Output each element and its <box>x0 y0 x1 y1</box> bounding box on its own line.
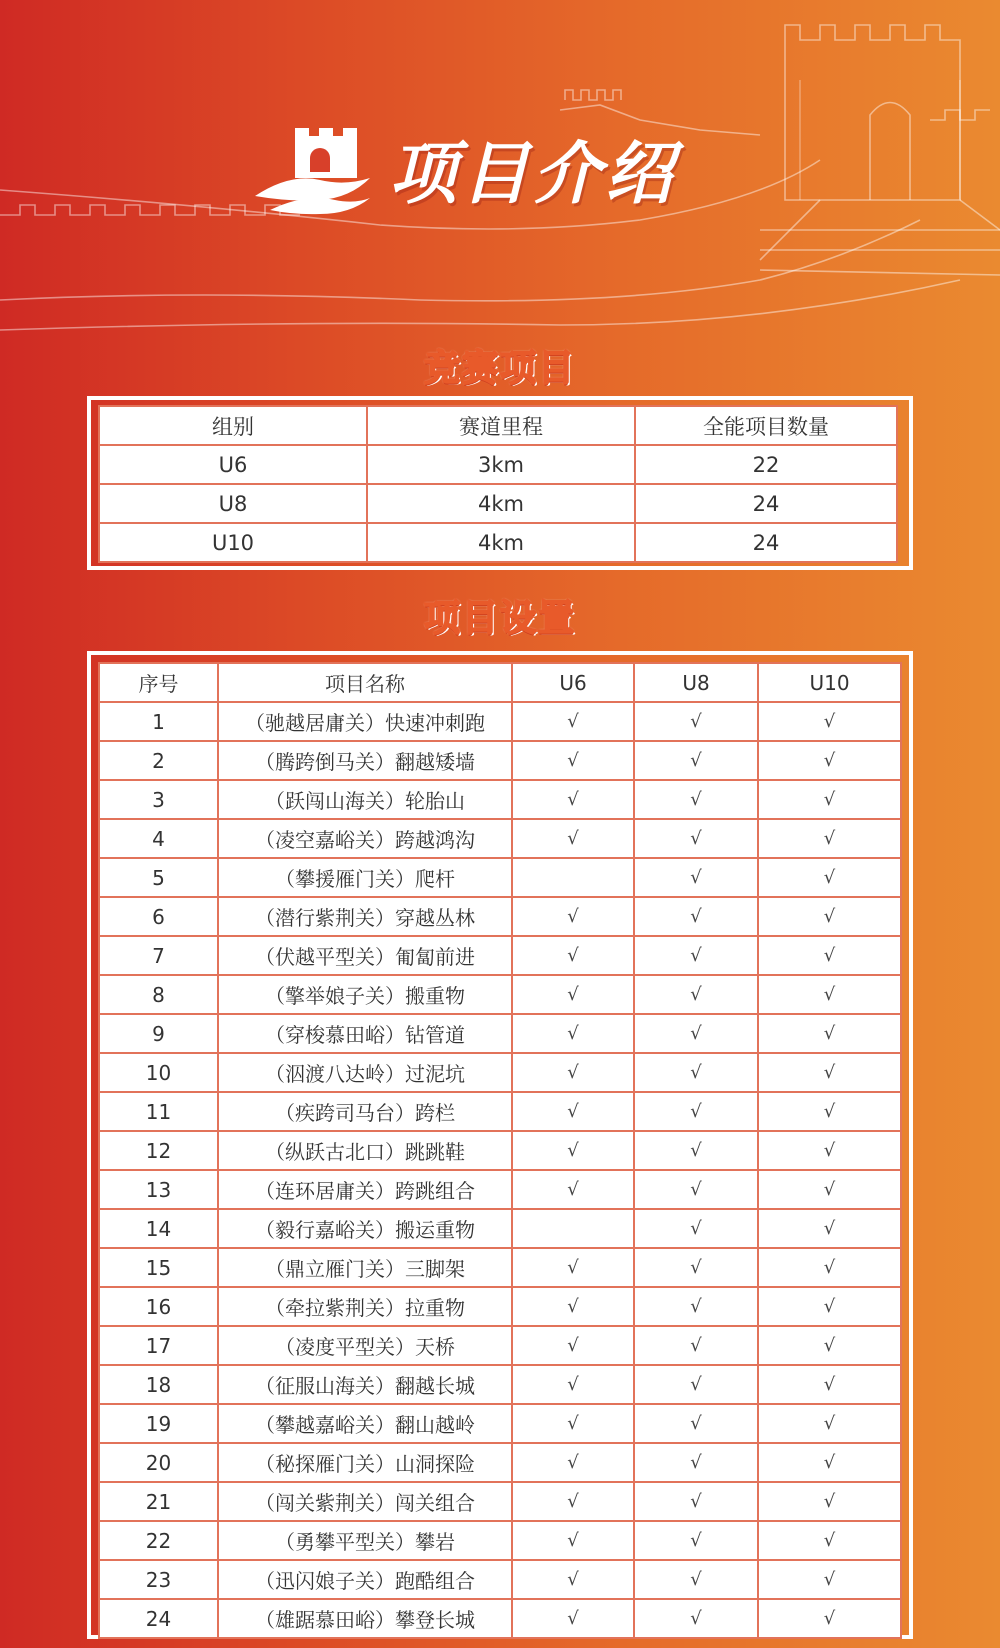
number-cell: 2 <box>99 741 218 780</box>
u10-check-cell: √ <box>758 1092 901 1131</box>
settings-table <box>98 662 902 1639</box>
u6-check-cell <box>512 858 634 897</box>
group-cell: U10 <box>99 523 367 562</box>
table-row <box>99 1443 901 1482</box>
number-cell: 12 <box>99 1131 218 1170</box>
u6-check-cell: √ <box>512 1599 634 1638</box>
event-name-cell: （攀援雁门关）爬杆 <box>218 858 512 897</box>
number-cell: 14 <box>99 1209 218 1248</box>
event-name-cell: （凌空嘉峪关）跨越鸿沟 <box>218 819 512 858</box>
table-row <box>99 897 901 936</box>
table-row <box>99 484 897 523</box>
u10-check-cell: √ <box>758 1209 901 1248</box>
table-row <box>99 1170 901 1209</box>
number-cell: 5 <box>99 858 218 897</box>
u8-check-cell: √ <box>634 1248 758 1287</box>
number-cell: 24 <box>99 1599 218 1638</box>
number-cell: 9 <box>99 1014 218 1053</box>
column-header-group: 组别 <box>99 406 367 445</box>
u6-check-cell: √ <box>512 897 634 936</box>
castle-wave-logo-icon <box>250 118 385 218</box>
u8-check-cell: √ <box>634 1170 758 1209</box>
u10-check-cell: √ <box>758 936 901 975</box>
number-cell: 17 <box>99 1326 218 1365</box>
u6-check-cell: √ <box>512 975 634 1014</box>
column-header-distance: 赛道里程 <box>367 406 635 445</box>
u8-check-cell: √ <box>634 1131 758 1170</box>
u8-check-cell: √ <box>634 702 758 741</box>
u6-check-cell: √ <box>512 1053 634 1092</box>
column-header-u8: U8 <box>634 663 758 702</box>
u8-check-cell: √ <box>634 858 758 897</box>
event-name-cell: （纵跃古北口）跳跳鞋 <box>218 1131 512 1170</box>
event-name-cell: （跃闯山海关）轮胎山 <box>218 780 512 819</box>
event-name-cell: （雄踞慕田峪）攀登长城 <box>218 1599 512 1638</box>
competition-table <box>98 405 898 563</box>
u6-check-cell: √ <box>512 1365 634 1404</box>
number-cell: 8 <box>99 975 218 1014</box>
event-name-cell: （擎举娘子关）搬重物 <box>218 975 512 1014</box>
u6-check-cell: √ <box>512 1560 634 1599</box>
u8-check-cell: √ <box>634 1326 758 1365</box>
event-name-cell: （攀越嘉峪关）翻山越岭 <box>218 1404 512 1443</box>
table-row <box>99 1248 901 1287</box>
u6-check-cell: √ <box>512 1170 634 1209</box>
u6-check-cell <box>512 1209 634 1248</box>
event-count-cell: 24 <box>635 523 897 562</box>
u6-check-cell: √ <box>512 1131 634 1170</box>
u6-check-cell: √ <box>512 1326 634 1365</box>
u8-check-cell: √ <box>634 1014 758 1053</box>
column-header-u10: U10 <box>758 663 901 702</box>
u8-check-cell: √ <box>634 1365 758 1404</box>
table-row <box>99 1560 901 1599</box>
number-cell: 13 <box>99 1170 218 1209</box>
table-header-row <box>99 406 897 445</box>
event-name-cell: （毅行嘉峪关）搬运重物 <box>218 1209 512 1248</box>
event-count-cell: 24 <box>635 484 897 523</box>
event-name-cell: （闯关紫荆关）闯关组合 <box>218 1482 512 1521</box>
u8-check-cell: √ <box>634 1521 758 1560</box>
u10-check-cell: √ <box>758 1014 901 1053</box>
number-cell: 10 <box>99 1053 218 1092</box>
u6-check-cell: √ <box>512 1014 634 1053</box>
u8-check-cell: √ <box>634 780 758 819</box>
number-cell: 3 <box>99 780 218 819</box>
u8-check-cell: √ <box>634 1482 758 1521</box>
distance-cell: 4km <box>367 523 635 562</box>
number-cell: 7 <box>99 936 218 975</box>
u6-check-cell: √ <box>512 1443 634 1482</box>
table-row <box>99 858 901 897</box>
u6-check-cell: √ <box>512 1092 634 1131</box>
u6-check-cell: √ <box>512 1248 634 1287</box>
column-header-number: 序号 <box>99 663 218 702</box>
table-row <box>99 1326 901 1365</box>
event-name-cell: （疾跨司马台）跨栏 <box>218 1092 512 1131</box>
u10-check-cell: √ <box>758 1131 901 1170</box>
number-cell: 6 <box>99 897 218 936</box>
u10-check-cell: √ <box>758 1053 901 1092</box>
u10-check-cell: √ <box>758 1287 901 1326</box>
table-row <box>99 1482 901 1521</box>
page-title: 项目介绍 <box>389 134 678 214</box>
event-name-cell: （鼎立雁门关）三脚架 <box>218 1248 512 1287</box>
u6-check-cell: √ <box>512 1521 634 1560</box>
table-row <box>99 523 897 562</box>
u6-check-cell: √ <box>512 741 634 780</box>
u10-check-cell: √ <box>758 975 901 1014</box>
number-cell: 23 <box>99 1560 218 1599</box>
event-name-cell: （泅渡八达岭）过泥坑 <box>218 1053 512 1092</box>
table-row <box>99 1404 901 1443</box>
event-name-cell: （腾跨倒马关）翻越矮墙 <box>218 741 512 780</box>
u8-check-cell: √ <box>634 1092 758 1131</box>
u6-check-cell: √ <box>512 780 634 819</box>
u10-check-cell: √ <box>758 741 901 780</box>
u8-check-cell: √ <box>634 741 758 780</box>
number-cell: 22 <box>99 1521 218 1560</box>
number-cell: 18 <box>99 1365 218 1404</box>
table-row <box>99 1521 901 1560</box>
u10-check-cell: √ <box>758 1170 901 1209</box>
page-header <box>250 118 677 218</box>
event-name-cell: （驰越居庸关）快速冲刺跑 <box>218 702 512 741</box>
u10-check-cell: √ <box>758 1443 901 1482</box>
group-cell: U6 <box>99 445 367 484</box>
column-header-event-name: 项目名称 <box>218 663 512 702</box>
number-cell: 11 <box>99 1092 218 1131</box>
u10-check-cell: √ <box>758 1326 901 1365</box>
competition-section-title: 竞赛项目 <box>423 348 576 389</box>
table-header-row <box>99 663 901 702</box>
u10-check-cell: √ <box>758 1560 901 1599</box>
u8-check-cell: √ <box>634 1287 758 1326</box>
u10-check-cell: √ <box>758 1521 901 1560</box>
table-row <box>99 741 901 780</box>
u8-check-cell: √ <box>634 1560 758 1599</box>
u10-check-cell: √ <box>758 702 901 741</box>
u8-check-cell: √ <box>634 1053 758 1092</box>
table-row <box>99 1053 901 1092</box>
group-cell: U8 <box>99 484 367 523</box>
event-name-cell: （连环居庸关）跨跳组合 <box>218 1170 512 1209</box>
u8-check-cell: √ <box>634 936 758 975</box>
u8-check-cell: √ <box>634 975 758 1014</box>
u8-check-cell: √ <box>634 897 758 936</box>
event-name-cell: （征服山海关）翻越长城 <box>218 1365 512 1404</box>
table-row <box>99 702 901 741</box>
u6-check-cell: √ <box>512 702 634 741</box>
u6-check-cell: √ <box>512 936 634 975</box>
u6-check-cell: √ <box>512 1404 634 1443</box>
event-name-cell: （迅闪娘子关）跑酷组合 <box>218 1560 512 1599</box>
u10-check-cell: √ <box>758 1365 901 1404</box>
table-row <box>99 1131 901 1170</box>
u10-check-cell: √ <box>758 819 901 858</box>
u10-check-cell: √ <box>758 897 901 936</box>
table-row <box>99 1014 901 1053</box>
event-count-cell: 22 <box>635 445 897 484</box>
u10-check-cell: √ <box>758 780 901 819</box>
number-cell: 19 <box>99 1404 218 1443</box>
event-name-cell: （凌度平型关）天桥 <box>218 1326 512 1365</box>
table-row <box>99 1599 901 1638</box>
event-name-cell: （牵拉紫荆关）拉重物 <box>218 1287 512 1326</box>
u8-check-cell: √ <box>634 819 758 858</box>
number-cell: 15 <box>99 1248 218 1287</box>
table-row <box>99 936 901 975</box>
u10-check-cell: √ <box>758 1482 901 1521</box>
table-row <box>99 1287 901 1326</box>
number-cell: 16 <box>99 1287 218 1326</box>
table-row <box>99 1092 901 1131</box>
u10-check-cell: √ <box>758 1404 901 1443</box>
settings-section-title: 项目设置 <box>423 598 576 639</box>
number-cell: 1 <box>99 702 218 741</box>
u10-check-cell: √ <box>758 858 901 897</box>
event-name-cell: （勇攀平型关）攀岩 <box>218 1521 512 1560</box>
u8-check-cell: √ <box>634 1209 758 1248</box>
u6-check-cell: √ <box>512 1287 634 1326</box>
table-row <box>99 819 901 858</box>
column-header-event-count: 全能项目数量 <box>635 406 897 445</box>
table-row <box>99 975 901 1014</box>
table-row <box>99 1365 901 1404</box>
number-cell: 21 <box>99 1482 218 1521</box>
event-name-cell: （伏越平型关）匍匐前进 <box>218 936 512 975</box>
u8-check-cell: √ <box>634 1599 758 1638</box>
u6-check-cell: √ <box>512 819 634 858</box>
distance-cell: 3km <box>367 445 635 484</box>
u10-check-cell: √ <box>758 1599 901 1638</box>
table-row <box>99 445 897 484</box>
u8-check-cell: √ <box>634 1404 758 1443</box>
distance-cell: 4km <box>367 484 635 523</box>
number-cell: 20 <box>99 1443 218 1482</box>
event-name-cell: （潜行紫荆关）穿越丛林 <box>218 897 512 936</box>
table-row <box>99 1209 901 1248</box>
number-cell: 4 <box>99 819 218 858</box>
event-name-cell: （穿梭慕田峪）钻管道 <box>218 1014 512 1053</box>
table-row <box>99 780 901 819</box>
u10-check-cell: √ <box>758 1248 901 1287</box>
column-header-u6: U6 <box>512 663 634 702</box>
u8-check-cell: √ <box>634 1443 758 1482</box>
u6-check-cell: √ <box>512 1482 634 1521</box>
event-name-cell: （秘探雁门关）山洞探险 <box>218 1443 512 1482</box>
